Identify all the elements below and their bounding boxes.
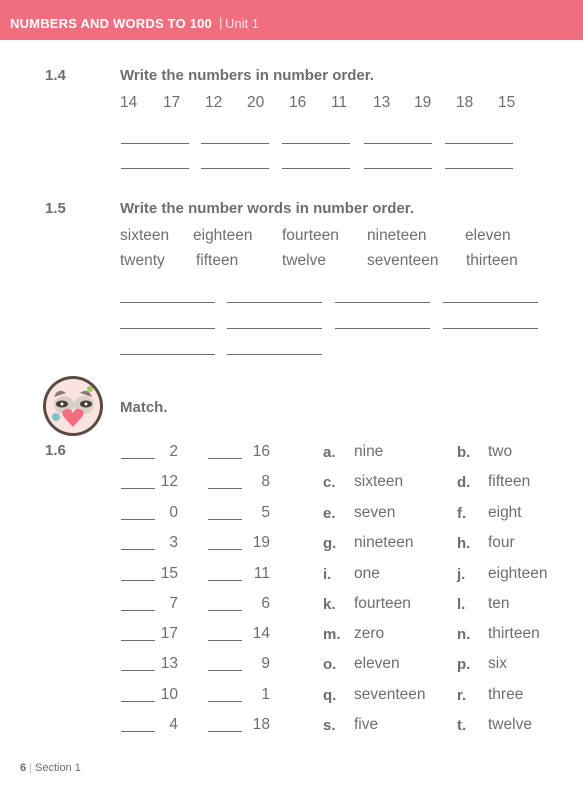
- option-letter: r.: [457, 687, 467, 704]
- option-word: nine: [354, 443, 384, 460]
- match-number: 2: [169, 443, 178, 460]
- question-instruction-1-4: Write the numbers in number order.: [120, 67, 374, 84]
- match-number: 1: [261, 686, 270, 703]
- match-number: 17: [160, 625, 178, 642]
- match-blank[interactable]: [208, 640, 242, 641]
- question-number-1-6: 1.6: [45, 442, 66, 459]
- answer-line[interactable]: [282, 143, 350, 144]
- match-blank[interactable]: [208, 731, 242, 732]
- option-letter: n.: [457, 626, 471, 643]
- match-blank[interactable]: [208, 519, 242, 520]
- match-number: 12: [160, 473, 178, 490]
- number-word-item: twelve: [282, 252, 326, 269]
- question-instruction-1-6: Match.: [120, 399, 168, 416]
- match-number: 16: [252, 443, 270, 460]
- answer-line[interactable]: [121, 143, 189, 144]
- answer-line[interactable]: [120, 354, 215, 355]
- answer-line[interactable]: [335, 328, 430, 329]
- question-number-1-5: 1.5: [45, 200, 66, 217]
- option-letter: g.: [323, 535, 337, 552]
- match-blank[interactable]: [208, 670, 242, 671]
- option-word: nineteen: [354, 534, 414, 551]
- match-blank[interactable]: [121, 580, 155, 581]
- option-letter: s.: [323, 717, 336, 734]
- option-word: fourteen: [354, 595, 411, 612]
- number-item: 12: [205, 94, 223, 111]
- number-item: 13: [373, 94, 391, 111]
- number-item: 15: [498, 94, 516, 111]
- match-blank[interactable]: [208, 580, 242, 581]
- number-word-item: fourteen: [282, 227, 339, 244]
- number-item: 14: [120, 94, 138, 111]
- answer-line[interactable]: [201, 143, 269, 144]
- answer-line[interactable]: [227, 302, 322, 303]
- option-letter: l.: [457, 596, 466, 613]
- answer-line[interactable]: [227, 328, 322, 329]
- footer-section: Section 1: [34, 762, 81, 774]
- match-blank[interactable]: [208, 488, 242, 489]
- match-number: 10: [160, 686, 178, 703]
- question-number-1-4: 1.4: [45, 67, 66, 84]
- page-header: [0, 0, 583, 40]
- number-word-item: seventeen: [367, 252, 439, 269]
- number-item: 20: [247, 94, 265, 111]
- option-letter: i.: [323, 566, 332, 583]
- option-word: two: [488, 443, 513, 460]
- match-number: 18: [252, 716, 270, 733]
- match-number: 3: [169, 534, 178, 551]
- match-number: 9: [261, 655, 270, 672]
- match-blank[interactable]: [121, 488, 155, 489]
- number-word-item: sixteen: [120, 227, 170, 244]
- match-blank[interactable]: [121, 458, 155, 459]
- answer-line[interactable]: [335, 302, 430, 303]
- option-word: fifteen: [488, 473, 531, 490]
- option-letter: j.: [457, 566, 466, 583]
- number-word-item: thirteen: [466, 252, 518, 269]
- answer-line[interactable]: [364, 168, 432, 169]
- answer-line[interactable]: [121, 168, 189, 169]
- number-word-item: fifteen: [196, 252, 239, 269]
- option-word: four: [488, 534, 515, 551]
- option-letter: m.: [323, 626, 341, 643]
- option-word: one: [354, 565, 380, 582]
- match-blank[interactable]: [208, 458, 242, 459]
- match-blank[interactable]: [121, 731, 155, 732]
- header-unit: Unit 1: [225, 16, 259, 31]
- option-letter: a.: [323, 444, 336, 461]
- match-number: 7: [169, 595, 178, 612]
- match-number: 4: [169, 716, 178, 733]
- number-word-item: eleven: [465, 227, 511, 244]
- match-number: 14: [252, 625, 270, 642]
- match-number: 19: [252, 534, 270, 551]
- number-item: 17: [163, 94, 181, 111]
- option-letter: c.: [323, 474, 336, 491]
- answer-line[interactable]: [120, 302, 215, 303]
- number-item: 19: [414, 94, 432, 111]
- answer-line[interactable]: [443, 328, 538, 329]
- page-number: 6: [20, 762, 27, 774]
- option-letter: k.: [323, 596, 336, 613]
- option-word: twelve: [488, 716, 532, 733]
- option-word: sixteen: [354, 473, 404, 490]
- option-letter: d.: [457, 474, 471, 491]
- match-blank[interactable]: [208, 549, 242, 550]
- match-blank[interactable]: [121, 640, 155, 641]
- number-word-item: eighteen: [193, 227, 253, 244]
- raccoon-holding-heart-icon: [42, 375, 104, 437]
- option-word: eleven: [354, 655, 400, 672]
- match-number: 15: [160, 565, 178, 582]
- option-word: zero: [354, 625, 385, 642]
- answer-line[interactable]: [445, 168, 513, 169]
- match-number: 11: [253, 565, 270, 582]
- option-word: six: [488, 655, 507, 672]
- match-number: 8: [261, 473, 270, 490]
- match-blank[interactable]: [121, 701, 155, 702]
- match-number: 6: [261, 595, 270, 612]
- match-number: 0: [169, 504, 178, 521]
- answer-line[interactable]: [443, 302, 538, 303]
- option-letter: t.: [457, 717, 467, 734]
- number-item: 11: [331, 94, 348, 111]
- option-letter: h.: [457, 535, 471, 552]
- option-word: three: [488, 686, 524, 703]
- answer-line[interactable]: [445, 143, 513, 144]
- answer-line[interactable]: [201, 168, 269, 169]
- match-blank[interactable]: [121, 549, 155, 550]
- header-title: NUMBERS AND WORDS TO 100: [10, 16, 212, 31]
- answer-line[interactable]: [120, 328, 215, 329]
- number-item: 18: [456, 94, 474, 111]
- option-word: seventeen: [354, 686, 426, 703]
- page-footer: [20, 762, 81, 774]
- footer-separator: |: [29, 762, 32, 774]
- match-number: 5: [261, 504, 270, 521]
- match-blank[interactable]: [121, 670, 155, 671]
- option-letter: p.: [457, 656, 471, 673]
- option-word: seven: [354, 504, 396, 521]
- match-blank[interactable]: [208, 610, 242, 611]
- option-letter: f.: [457, 505, 467, 522]
- option-word: ten: [488, 595, 510, 612]
- match-blank[interactable]: [208, 701, 242, 702]
- answer-line[interactable]: [364, 143, 432, 144]
- number-word-item: twenty: [120, 252, 165, 269]
- number-word-item: nineteen: [367, 227, 427, 244]
- match-number: 13: [160, 655, 178, 672]
- answer-line[interactable]: [227, 354, 322, 355]
- option-letter: e.: [323, 505, 336, 522]
- option-letter: o.: [323, 656, 337, 673]
- number-item: 16: [289, 94, 307, 111]
- question-instruction-1-5: Write the number words in number order.: [120, 200, 414, 217]
- option-word: thirteen: [488, 625, 540, 642]
- option-letter: q.: [323, 687, 337, 704]
- option-letter: b.: [457, 444, 471, 461]
- header-separator: |: [219, 15, 223, 30]
- match-blank[interactable]: [121, 519, 155, 520]
- option-word: eighteen: [488, 565, 548, 582]
- answer-line[interactable]: [282, 168, 350, 169]
- match-blank[interactable]: [121, 610, 155, 611]
- option-word: eight: [488, 504, 522, 521]
- option-word: five: [354, 716, 379, 733]
